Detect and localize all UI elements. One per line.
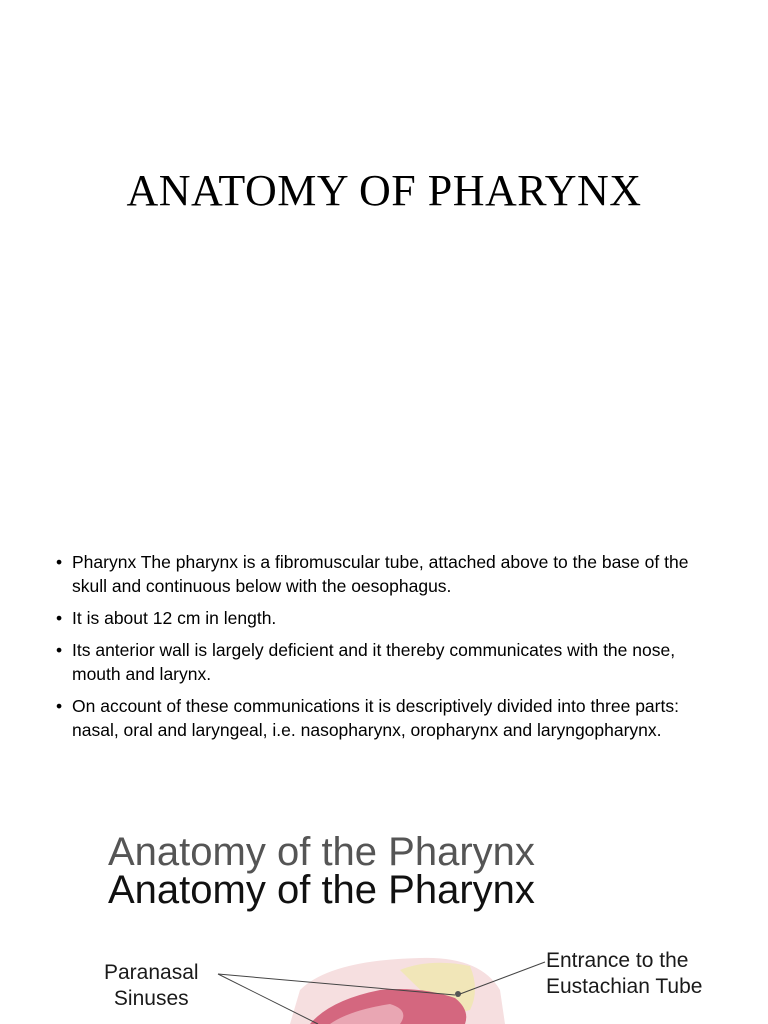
bullet-list: [56, 550, 716, 750]
eustachian-label-line1: Entrance to the: [546, 949, 689, 972]
bullet-marker: •: [56, 696, 63, 716]
slide-title: ANATOMY OF PHARYNX: [126, 166, 642, 215]
diagram-title-ghost: Anatomy of the Pharynx: [108, 830, 535, 874]
anatomy-diagram: [0, 830, 768, 1024]
paranasal-label-line2: Sinuses: [113, 987, 189, 1010]
bullet-item: [56, 550, 716, 598]
bullet-marker: •: [56, 608, 63, 628]
bullet-item: [56, 606, 716, 630]
bullet-item: [56, 694, 716, 742]
bullet-marker: •: [56, 552, 63, 572]
diagram-title: Anatomy of the Pharynx: [108, 868, 535, 912]
bullet-text: It is about 12 cm in length.: [72, 608, 277, 628]
bullet-text: Pharynx The pharynx is a fibromuscular tube, attached above to the base of the skull and continuous below with the oesophagus.: [72, 552, 689, 596]
bullet-text: On account of these communications it is descriptively divided into three parts: nasal, oral and laryngeal, i.e. nasopharynx, oropharynx and laryngopharynx.: [72, 696, 679, 740]
eustachian-tube-label: [546, 948, 702, 1000]
paranasal-label-line1: Paranasal: [104, 961, 199, 984]
eustachian-label-line2: Eustachian Tube: [546, 975, 703, 998]
bullet-item: [56, 638, 716, 686]
bullet-marker: •: [56, 640, 63, 660]
bullet-text: Its anterior wall is largely deficient and it thereby communicates with the nose, mouth and larynx.: [72, 640, 676, 684]
paranasal-sinuses-label: [104, 960, 199, 1012]
